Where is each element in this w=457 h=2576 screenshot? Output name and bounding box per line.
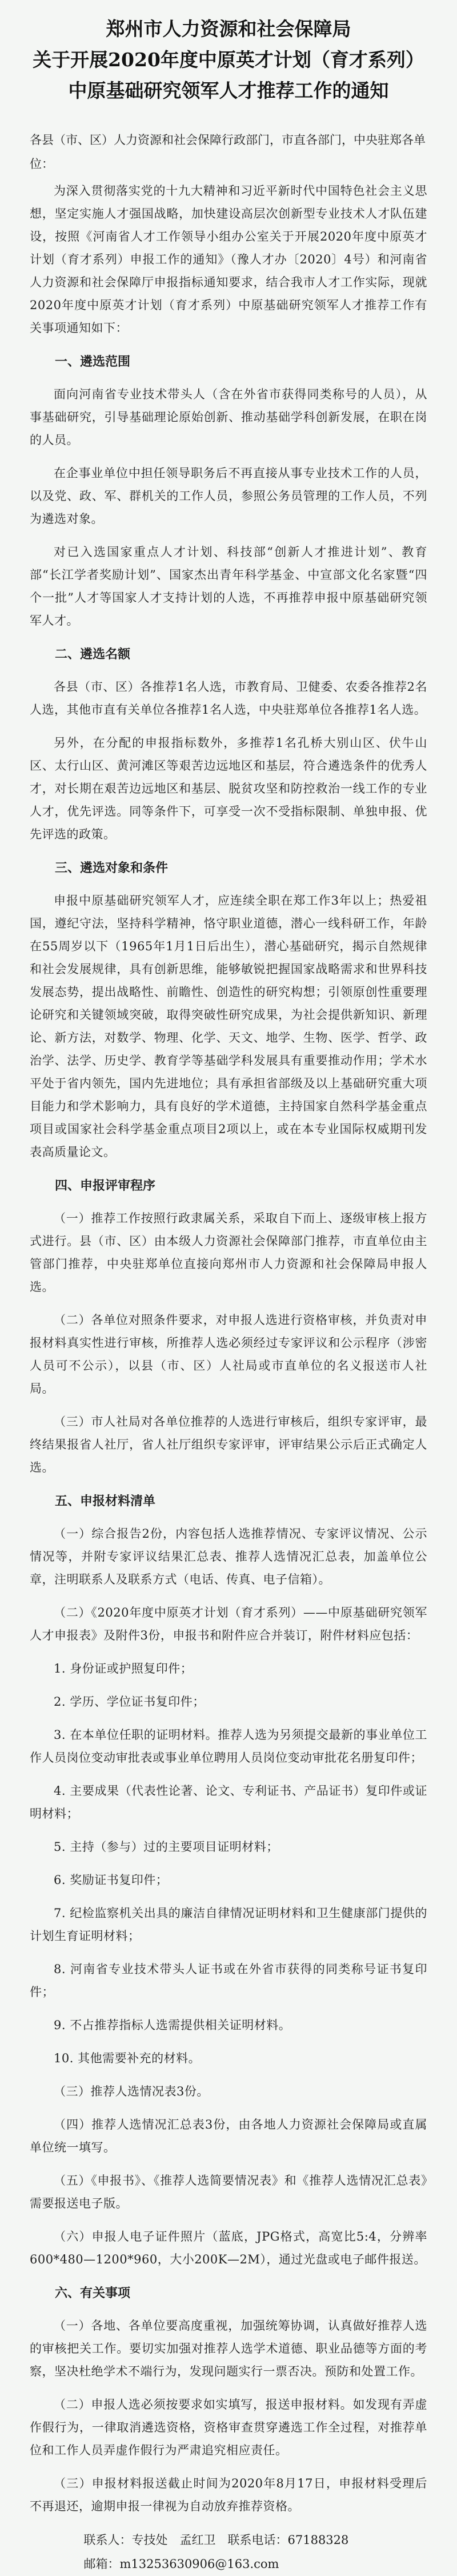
section <box>30 2281 427 2518</box>
section-paragraph: 另外，在分配的申报指标数外，多推荐1名孔桥大别山区、伏牛山区、太行山区、黄河滩区等艰苦边远地区和基层，符合遴选条件的优秀人才，对长期在艰苦边远地区和基层、脱贫攻坚和防控救治一线工作的专业人才，优先评选。同等条件下，可享受一次不受指标限制、单独申报、优先评选的政策。 <box>30 736 427 841</box>
section-paragraph: 3. 在本单位任职的证明材料。推荐人选为另须提交最新的事业单位工作人员岗位变动审批表或事业单位聘用人员岗位变动审批花名册复印件； <box>30 1728 427 1765</box>
section-paragraph: （三）推荐人选情况表3份。 <box>54 2085 209 2098</box>
section-paragraph: （一）各地、各单位要高度重视，加强统筹协调，认真做好推荐人选的审核把关工作。要切实加强对推荐人选学术道德、职业品德等方面的考察，坚决杜绝学术不端行为，发现问题实行一票否决。预防和处置工作。 <box>30 2319 427 2378</box>
title-line: 郑州市人力资源和社会保障局 <box>106 18 351 40</box>
section-heading: 三、遴选对象和条件 <box>55 861 169 875</box>
section-paragraph: 面向河南省专业技术带头人（含在外省市获得同类称号的人员），从事基础研究，引导基础理论原始创新、推动基础学科创新发展，在职在岗的人员。 <box>30 387 427 447</box>
section-paragraph: （六）申报人电子证件照片（蓝底，JPG格式，高宽比5:4，分辨率600*480—1200*960，大小200K—2M），通过光盘或电子邮件报送。 <box>30 2230 427 2266</box>
section-paragraph: （一）推荐工作按照行政隶属关系，采取自下而上、逐级审核上报方式进行。县（市、区）由本级人力资源社会保障部门推荐，市直单位由主管部门推荐，中央驻郑单位直接向郑州市人力资源和社会保障局申报人选。 <box>30 1211 427 1294</box>
section-paragraph: 2. 学历、学位证书复印件； <box>54 1695 205 1709</box>
document-body <box>30 350 427 2518</box>
contact-line: 联系人：专技处 孟红卫 联系电话：67188328 <box>83 2533 349 2547</box>
section-paragraph: 5. 主持（参与）过的主要项目证明材料； <box>54 1840 279 1854</box>
section <box>30 1489 427 2271</box>
section-heading: 五、申报材料清单 <box>55 1494 156 1509</box>
title-line: 关于开展2020年度中原英才计划（育才系列） <box>33 49 424 71</box>
section-paragraph: 7. 纪检监察机关出具的廉洁自律情况证明材料和卫生健康部门提供的计划生育证明材料； <box>30 1906 427 1943</box>
addressee: 各县（市、区）人力资源和社会保障行政部门，市直各部门，中央驻郑各单位： <box>30 133 426 171</box>
contact-block <box>30 2528 427 2576</box>
section <box>30 642 427 846</box>
document-title <box>30 14 427 106</box>
section-paragraph: （二）各单位对照条件要求，对申报人选进行资格审核，并负责对申报材料真实性进行审核，所推荐人选必须经过专家评议和公示程序（涉密人员可不公示），以县（市、区）人社局或市直单位的名义报送市人社局。 <box>30 1313 427 1395</box>
section-paragraph: 6. 奖励证书复印件； <box>54 1873 169 1887</box>
section <box>30 856 427 1163</box>
section-paragraph: 8. 河南省专业技术带头人证书或在外省市获得的同类称号证书复印件； <box>30 1962 427 1999</box>
section-heading: 二、遴选名额 <box>55 647 131 662</box>
section-paragraph: 各县（市、区）各推荐1名人选，市教育局、卫健委、农委各推荐2名人选，其他市直有关单位各推荐1名人选，中央驻郑单位各推荐1名人选。 <box>30 680 427 717</box>
title-line: 中原基础研究领军人才推荐工作的通知 <box>68 79 389 102</box>
section-paragraph: 在企事业单位中担任领导职务后不再直接从事专业技术工作的人员，以及党、政、军、群机关的工作人员，参照公务员管理的工作人员，不列为遴选对象。 <box>30 466 427 526</box>
intro <box>30 179 427 339</box>
section-paragraph: （三）申报材料报送截止时间为2020年8月17日，申报材料受理后不再退还，逾期申报一律视为自动放弃推荐资格。 <box>30 2477 427 2513</box>
section-paragraph: （二）申报人选必须按要求如实填写，报送申报材料。如发现有弄虚作假行为，一律取消遴选资格，资格审查贯穿遴选工作全过程，对推荐单位和工作人员弄虚作假行为严肃追究相应责任。 <box>30 2398 427 2457</box>
section-paragraph: 9. 不占推荐指标人选需提供相关证明材料。 <box>54 2018 291 2032</box>
section-paragraph: 申报中原基础研究领军人才，应连续全职在郑工作3年以上；热爱祖国，遵纪守法，坚持科学精神，恪守职业道德，潜心一线科研工作，年龄在55周岁以下（1965年1月1日后出生），潜心基础研究，揭示自然规律和社会发展规律，具有创新思维，能够敏锐把握国家战略需求和世界科技发展态势，提出战略性、前瞻性、创造性的研究构想；引领原创性重要理论研究和关键领域突破，取得突破性研究成果，为社会提供新知识、新理论、新方法，对数学、物理、化学、天文、地学、生物、医学、哲学、政治学、法学、历史学、教育学等基础学科发展具有重要推动作用；学术水平处于省内领先，国内先进地位；具有承担省部级及以上基础研究重大项目能力和学术影响力，具有良好的学术道德，主持国家自然科学基金重点项目或国家社会科学基金重点项目2项以上，或在本专业国际权威期刊发表高质量论文。 <box>30 894 427 1159</box>
section-paragraph: 1. 身份证或护照复印件； <box>54 1662 193 1675</box>
intro-paragraph: 为深入贯彻落实党的十九大精神和习近平新时代中国特色社会主义思想，坚定实施人才强国战略，加快建设高层次创新型专业技术人才队伍建设，按照《河南省人才工作领导小组办公室关于开展2020年度中原英才计划（育才系列）申报工作的通知》（豫人才办〔2020〕4号）和河南省人力资源和社会保障厅申报指标通知要求，结合我市人才工作实际，现就2020年度中原英才计划（育才系列）中原基础研究领军人才推荐工作有关事项通知如下： <box>30 184 427 335</box>
section-heading: 四、申报评审程序 <box>55 1178 156 1193</box>
section-heading: 六、有关事项 <box>55 2286 131 2301</box>
section-paragraph: （五）《申报书》、《推荐人选简要情况表》和《推荐人选情况汇总表》需要报送电子版。 <box>30 2174 427 2210</box>
section-heading: 一、遴选范围 <box>55 354 131 369</box>
section <box>30 350 427 632</box>
section-paragraph: 4. 主要成果（代表性论著、论文、专利证书、产品证书）复印件或证明材料； <box>30 1784 427 1821</box>
section-paragraph: 对已入选国家重点人才计划、科技部“创新人才推进计划”、教育部“长江学者奖励计划”、国家杰出青年科学基金、中宣部文化名家暨“四个一批”人才等国家人才支持计划的人选，不再推荐申报中原基础研究领军人才。 <box>30 545 427 627</box>
section-paragraph: （三）市人社局对各单位推荐的人选进行审核后，组织专家评审，最终结果报省人社厅，省人社厅组织专家评审，评审结果公示后正式确定人选。 <box>30 1415 427 1474</box>
contact-email: 邮箱：m13253630906@163.com <box>83 2557 279 2571</box>
section-paragraph: （二）《2020年度中原英才计划（育才系列）——中原基础研究领军人才申报表》及附件3份，申报书和附件应合并装订，附件材料应包括： <box>30 1606 427 1642</box>
section <box>30 1174 427 1479</box>
section-paragraph: （一）综合报告2份，内容包括人选推荐情况、专家评议情况、公示情况等，并附专家评议结果汇总表、推荐人选情况汇总表，加盖单位公章，注明联系人及联系方式（电话、传真、电子信箱）。 <box>30 1527 427 1586</box>
section-paragraph: （四）推荐人选情况汇总表3份，由各地人力资源社会保障局或直属单位统一填写。 <box>30 2118 427 2154</box>
section-paragraph: 10. 其他需要补充的材料。 <box>54 2051 201 2065</box>
